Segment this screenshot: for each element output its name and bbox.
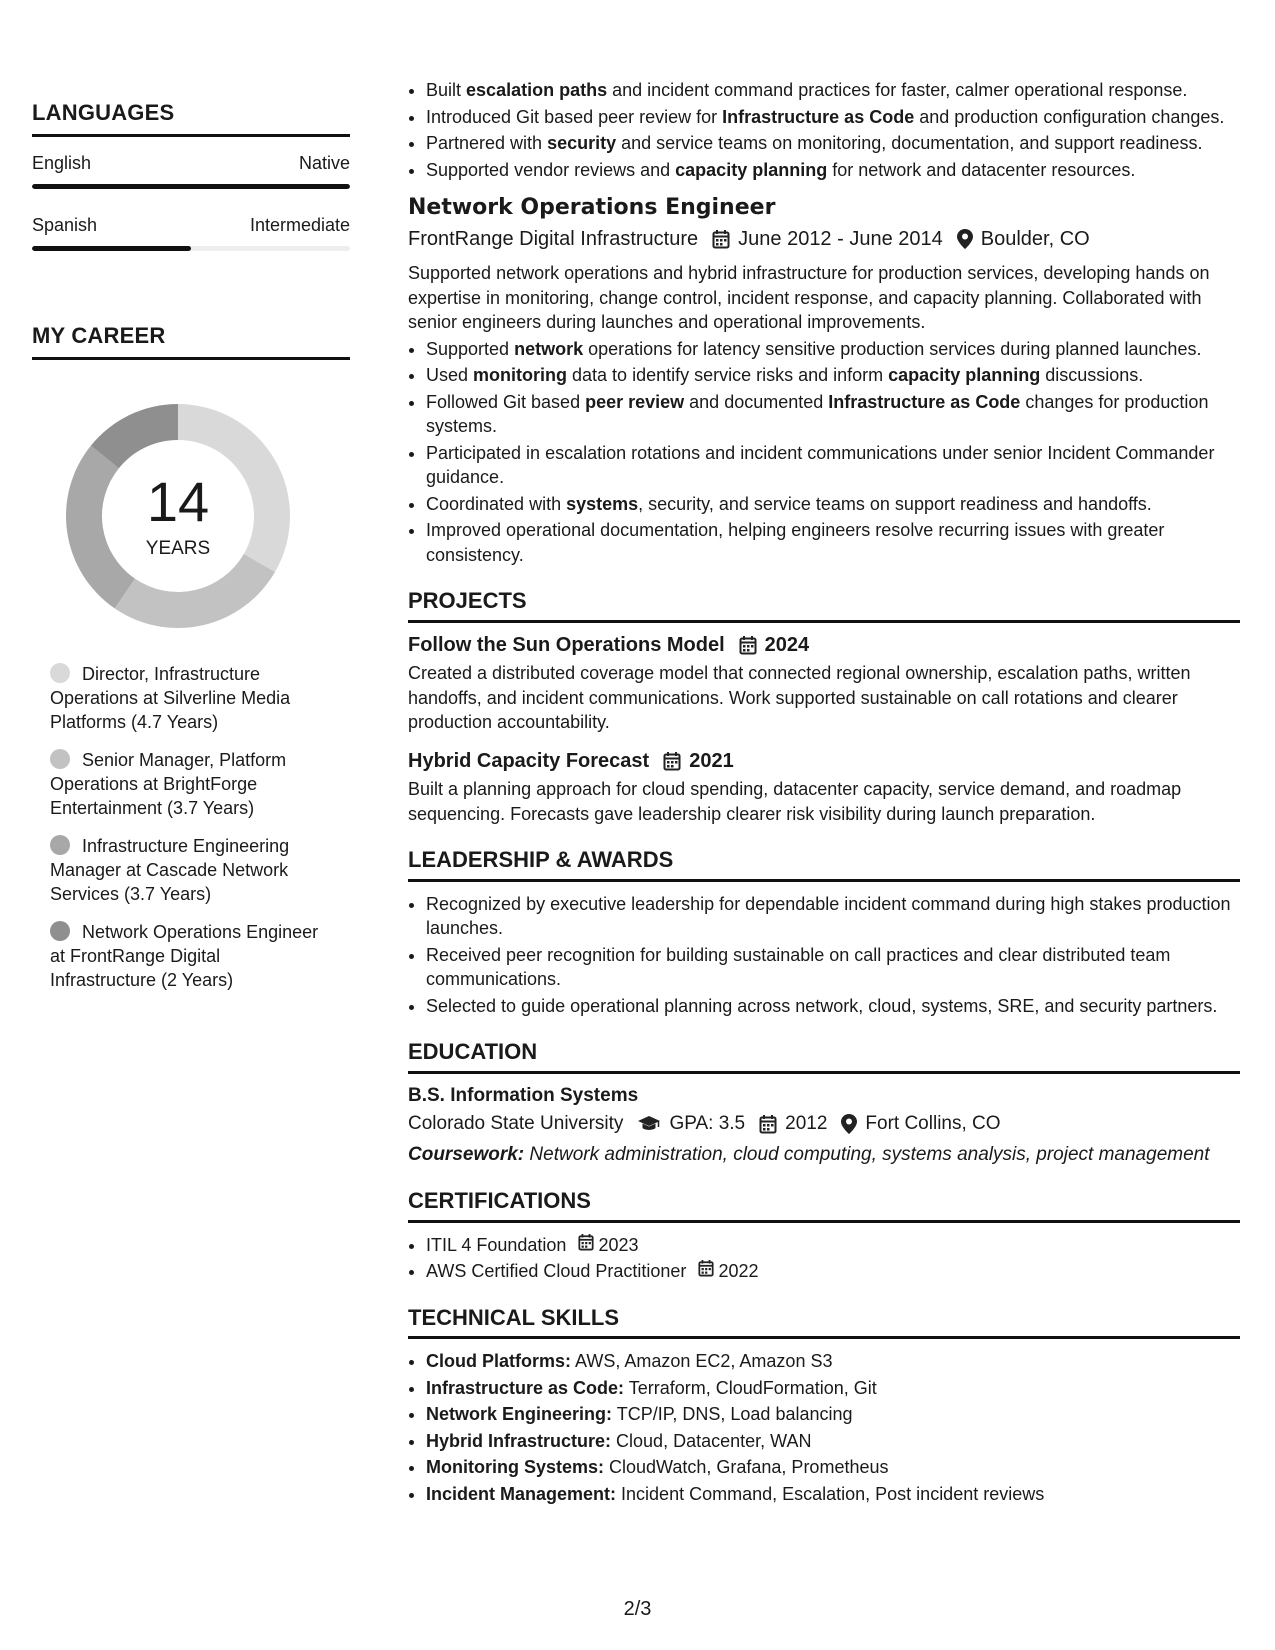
legend-label: Infrastructure Engineering Manager at Cascade Network Services (3.7 Years)	[50, 836, 290, 904]
skill-item	[426, 1349, 1240, 1374]
coursework-label: Coursework:	[408, 1143, 525, 1165]
language-proficiency-fill	[32, 184, 350, 189]
education-location: Fort Collins, CO	[865, 1113, 1001, 1134]
legend-dot	[50, 749, 70, 769]
sidebar	[32, 100, 350, 1006]
career-legend-item	[50, 920, 320, 992]
certifications-list	[408, 1233, 1240, 1284]
coursework-text: Network administration, cloud computing, systems analysis, project management	[524, 1143, 1210, 1165]
skill-values: AWS, Amazon EC2, Amazon S3	[571, 1351, 833, 1371]
language-name: English	[32, 153, 92, 173]
education-heading: EDUCATION	[408, 1040, 1240, 1074]
bullet-item: • Partnered with security and service teams on monitoring, documentation, and support readiness.	[426, 131, 1240, 156]
certification-year: 2022	[718, 1261, 759, 1281]
career-total-unit: YEARS	[145, 538, 211, 559]
project-item	[408, 749, 1240, 827]
page-number: 2/3	[623, 1598, 652, 1620]
skill-values: Cloud, Datacenter, WAN	[611, 1430, 812, 1451]
skill-category: Infrastructure as Code:	[426, 1377, 625, 1398]
location-pin-icon	[957, 229, 973, 249]
previous-job-bullets	[408, 78, 1240, 182]
calendar-icon	[759, 1114, 777, 1134]
project-description: Built a planning approach for cloud spending, datacenter capacity, service demand, and roadmap sequencing. Forecasts gave leadership clearer risk visibility during launch preparation.	[408, 779, 1182, 824]
project-year: 2024	[764, 633, 810, 656]
skill-category: Network Engineering:	[426, 1404, 613, 1424]
bullet-item: • Followed Git based peer review and documented Infrastructure as Code changes for production systems.	[426, 390, 1240, 439]
skills-list	[408, 1349, 1240, 1506]
language-proficiency-bar	[32, 184, 350, 189]
skill-category: Hybrid Infrastructure:	[426, 1430, 612, 1451]
calendar-icon	[578, 1235, 594, 1255]
career-donut-chart	[66, 404, 290, 628]
skill-item	[426, 1482, 1240, 1507]
location-pin-icon	[841, 1114, 857, 1134]
job-bullets	[408, 337, 1240, 568]
career-heading: MY CAREER	[32, 323, 350, 360]
career-legend-item	[50, 748, 320, 820]
bullet-item: • Coordinated with systems, security, and service teams on support readiness and handoffs.	[426, 492, 1240, 517]
language-proficiency-bar	[32, 246, 350, 251]
job-dates: June 2012 - June 2014	[738, 227, 943, 250]
language-item-spanish	[32, 215, 350, 251]
certification-item	[426, 1233, 1240, 1258]
education-gpa: GPA: 3.5	[669, 1113, 746, 1134]
certification-year: 2023	[598, 1234, 639, 1255]
certification-item	[426, 1259, 1240, 1284]
skill-category: Cloud Platforms:	[426, 1351, 572, 1371]
career-total-years: 14	[146, 470, 210, 533]
award-item: • Selected to guide operational planning across network, cloud, systems, SRE, and security partners.	[426, 994, 1240, 1019]
language-level: Intermediate	[249, 215, 350, 235]
legend-dot	[50, 835, 70, 855]
education-year: 2012	[785, 1113, 828, 1134]
calendar-icon	[712, 229, 730, 249]
education-coursework	[408, 1143, 1240, 1168]
bullet-item: • Participated in escalation rotations and incident communications under senior Incident Commander guidance.	[426, 441, 1240, 490]
bullet-item: • Supported network operations for latency sensitive production services during planned launches.	[426, 337, 1240, 362]
legend-dot	[50, 921, 70, 941]
job-location: Boulder, CO	[980, 227, 1090, 250]
career-legend-item	[50, 662, 320, 734]
bullet-item: • Supported vendor reviews and capacity planning for network and datacenter resources.	[426, 158, 1240, 183]
skill-item	[426, 1402, 1240, 1427]
job-title: Network Operations Engineer	[408, 195, 776, 220]
skills-heading: TECHNICAL SKILLS	[408, 1306, 1240, 1340]
skill-item	[426, 1455, 1240, 1480]
job-company: FrontRange Digital Infrastructure	[408, 227, 699, 250]
legend-dot	[50, 663, 70, 683]
bullet-item: • Introduced Git based peer review for Infrastructure as Code and production configuration changes.	[426, 105, 1240, 130]
skill-values: CloudWatch, Grafana, Prometheus	[604, 1457, 889, 1477]
skill-values: Terraform, CloudFormation, Git	[624, 1377, 877, 1398]
graduation-cap-icon	[637, 1115, 661, 1133]
project-title: Hybrid Capacity Forecast	[408, 749, 650, 772]
main-column	[408, 78, 1240, 1508]
legend-label: Network Operations Engineer at FrontRange Digital Infrastructure (2 Years)	[50, 922, 319, 990]
legend-label: Director, Infrastructure Operations at Silverline Media Platforms (4.7 Years)	[50, 664, 291, 732]
languages-heading: LANGUAGES	[32, 100, 350, 137]
job-meta	[408, 227, 1240, 252]
language-proficiency-fill	[32, 246, 191, 251]
project-item	[408, 633, 1240, 735]
certification-name: AWS Certified Cloud Practitioner	[426, 1261, 687, 1281]
career-legend	[32, 662, 350, 992]
awards-heading: LEADERSHIP & AWARDS	[408, 848, 1240, 882]
award-item: • Received peer recognition for building sustainable on call practices and clear distributed team communications.	[426, 943, 1240, 992]
calendar-icon	[698, 1261, 714, 1281]
award-item: • Recognized by executive leadership for dependable incident command during high stakes production launches.	[426, 892, 1240, 941]
certifications-heading: CERTIFICATIONS	[408, 1189, 1240, 1223]
certification-name: ITIL 4 Foundation	[426, 1234, 567, 1255]
skill-values: Incident Command, Escalation, Post incident reviews	[616, 1483, 1045, 1504]
skill-item	[426, 1376, 1240, 1401]
language-item-english	[32, 153, 350, 189]
awards-bullets	[408, 892, 1240, 1019]
calendar-icon	[663, 751, 681, 771]
skill-item	[426, 1429, 1240, 1454]
legend-label: Senior Manager, Platform Operations at BrightForge Entertainment (3.7 Years)	[50, 750, 287, 818]
bullet-item: • Built escalation paths and incident command practices for faster, calmer operational response.	[426, 78, 1240, 103]
calendar-icon	[739, 635, 757, 655]
career-legend-item	[50, 834, 320, 906]
skill-values: TCP/IP, DNS, Load balancing	[612, 1404, 853, 1424]
project-title: Follow the Sun Operations Model	[408, 633, 725, 656]
project-year: 2021	[689, 749, 734, 772]
education-school: Colorado State University	[408, 1113, 624, 1134]
project-description: Created a distributed coverage model that connected regional ownership, escalation paths, written handoffs, and incident communications. Work supported sustainable on call rotations and clearer production accountability.	[408, 663, 1191, 732]
education-meta	[408, 1112, 1240, 1137]
language-level: Native	[298, 153, 350, 173]
projects-heading: PROJECTS	[408, 589, 1240, 623]
skill-category: Monitoring Systems:	[426, 1457, 605, 1477]
education-degree: B.S. Information Systems	[408, 1084, 639, 1106]
job-summary: Supported network operations and hybrid infrastructure for production services, developing hands on expertise in monitoring, change control, incident response, and capacity planning. Collaborated with senior engineers during launches and operational improvements.	[408, 263, 1210, 332]
language-name: Spanish	[32, 215, 98, 235]
skill-category: Incident Management:	[426, 1483, 617, 1504]
bullet-item: • Used monitoring data to identify service risks and inform capacity planning discussions.	[426, 363, 1240, 388]
bullet-item: • Improved operational documentation, helping engineers resolve recurring issues with greater consistency.	[426, 518, 1240, 567]
